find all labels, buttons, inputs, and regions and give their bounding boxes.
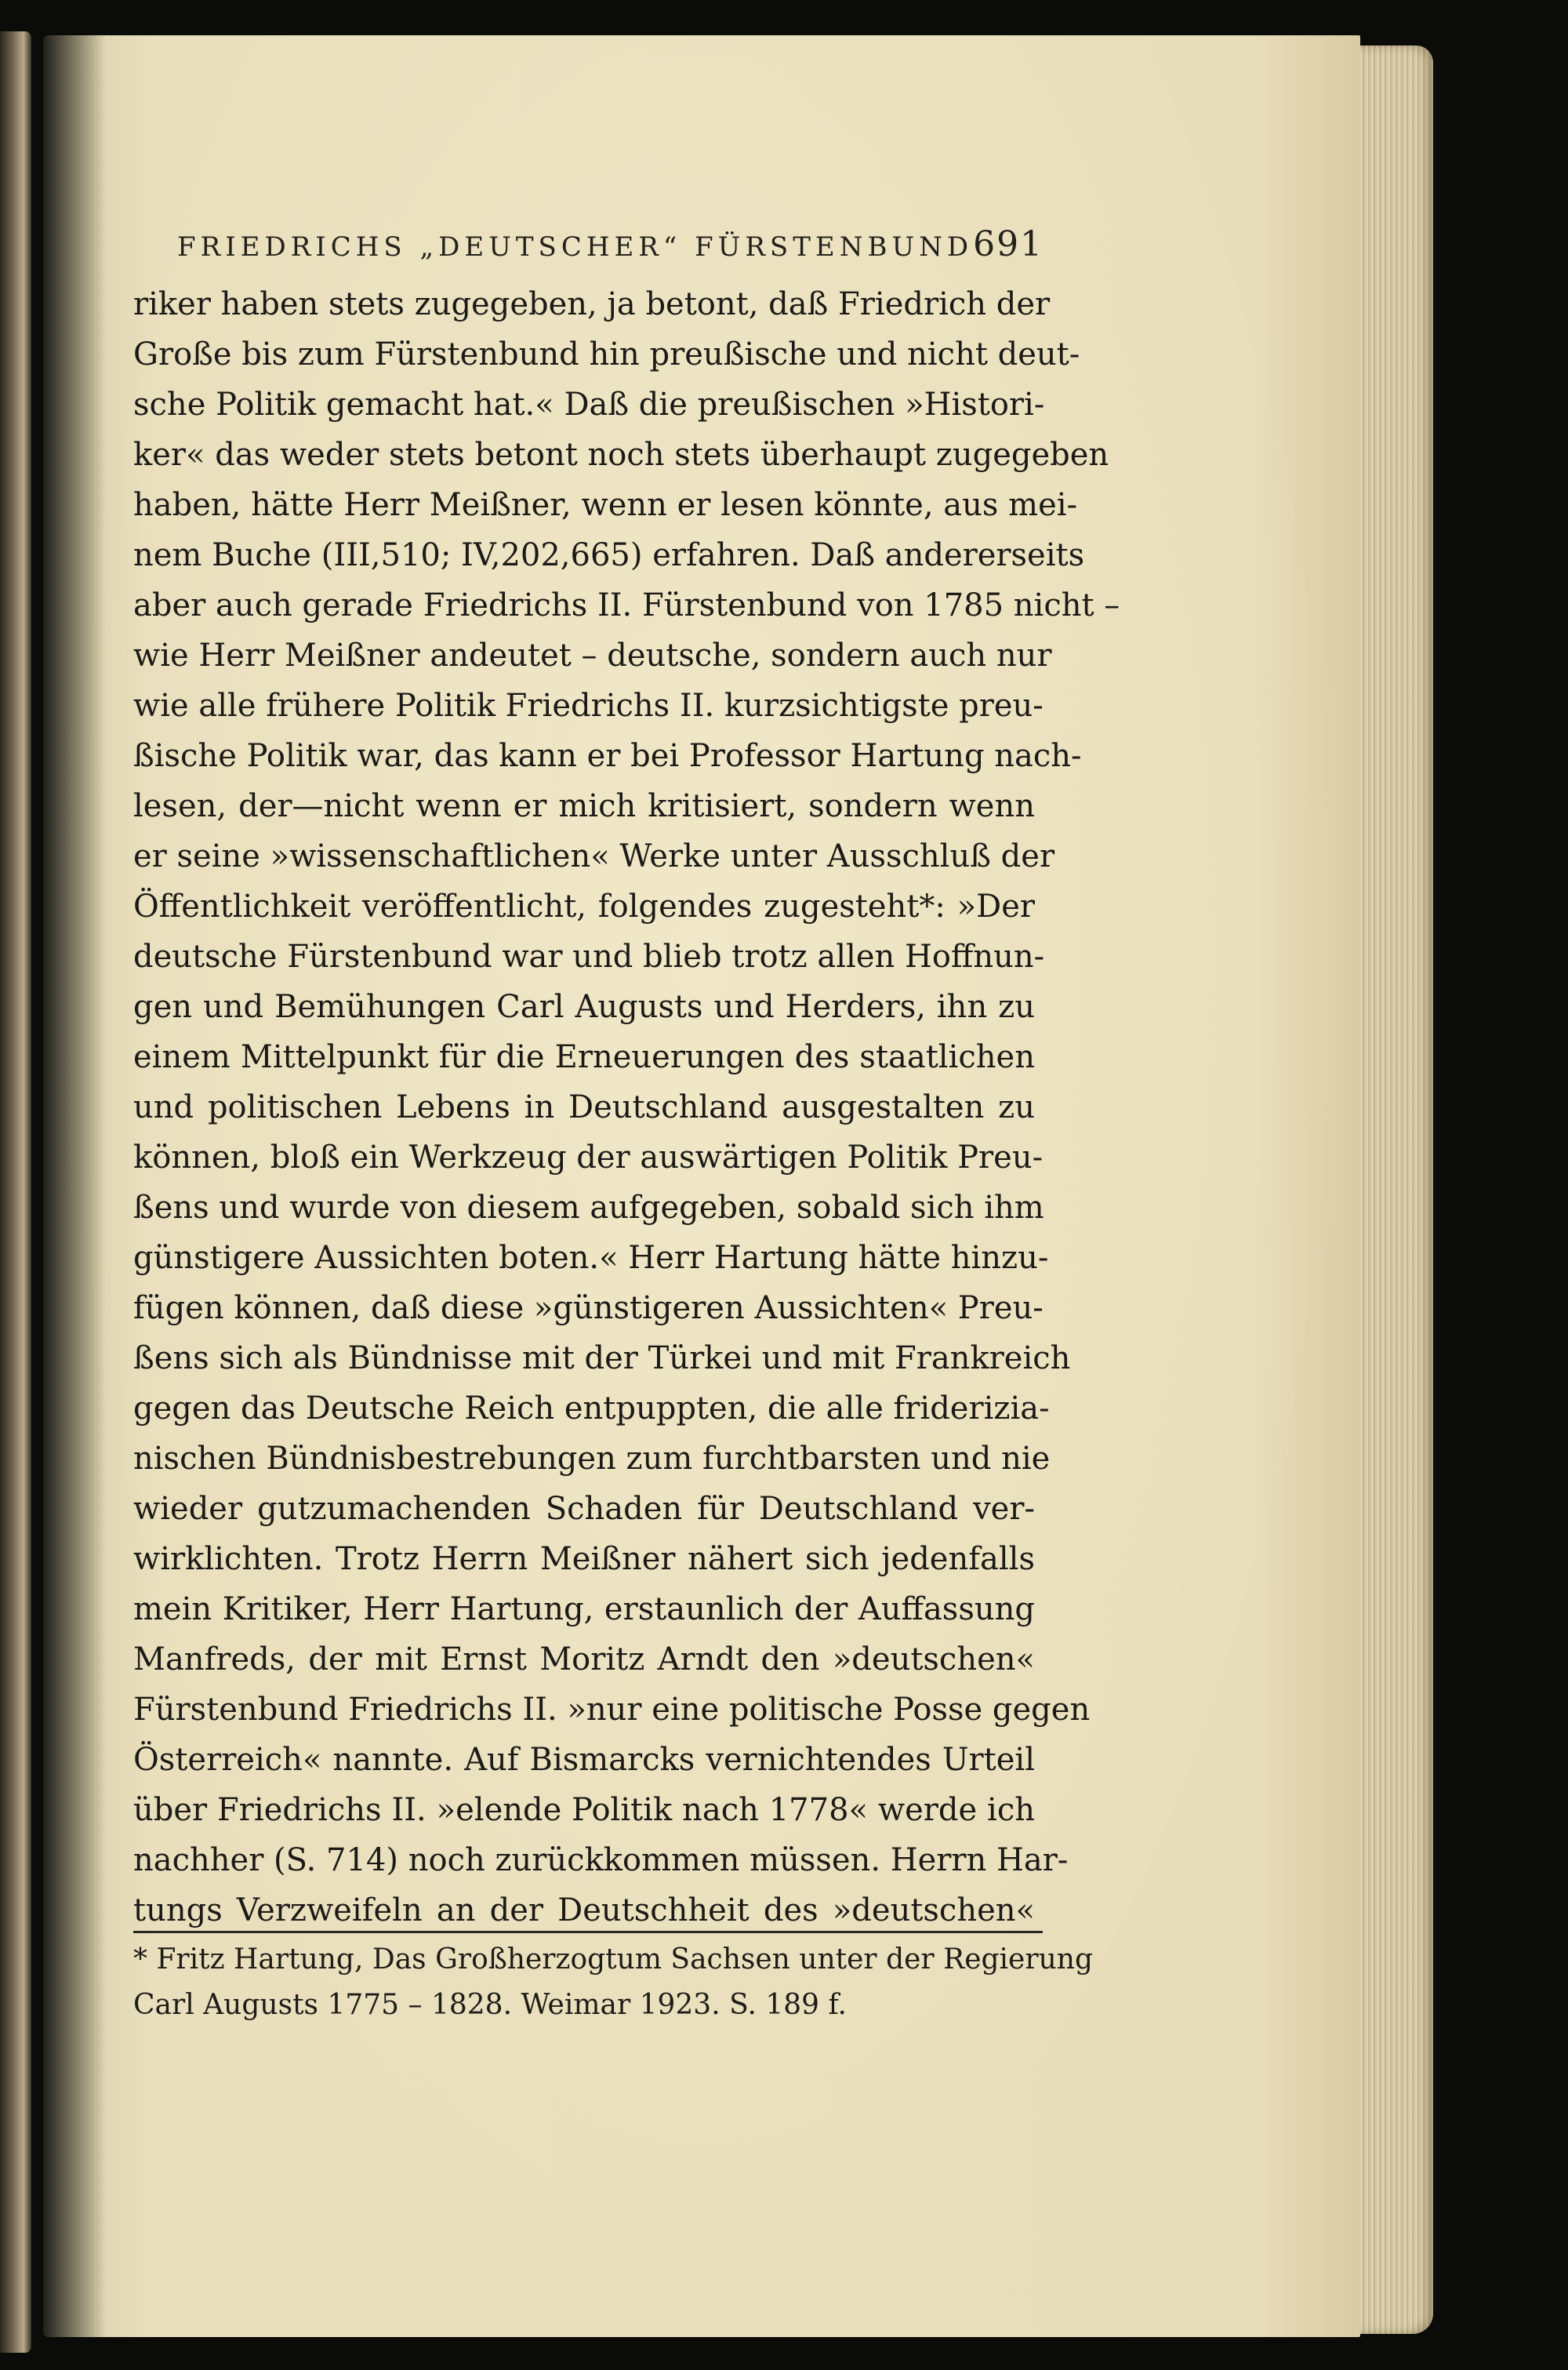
footnote-line: Carl Augusts 1775 – 1828. Weimar 1923. S. 189 f. [133,1989,848,2021]
text-line: Manfreds, der mit Ernst Moritz Arndt den »deutschen« [133,1641,1035,1678]
text-line: ßische Politik war, das kann er bei Professor Hartung nach- [133,738,1082,774]
text-line: deutsche Fürstenbund war und blieb trotz allen Hoffnun- [133,939,1045,975]
gutter-shadow [43,35,106,2337]
footnote-line: * Fritz Hartung, Das Großherzogtum Sachsen unter der Regierung [133,1943,1093,1976]
text-line: Österreich« nannte. Auf Bismarcks vernichtendes Urteil [133,1742,1035,1778]
text-line: sche Politik gemacht hat.« Daß die preußischen »Histori- [133,387,1045,423]
text-line: einem Mittelpunkt für die Erneuerungen des staatlichen [133,1039,1035,1075]
text-line: gegen das Deutsche Reich entpuppten, die alle friderizia- [133,1390,1050,1427]
text-line: er seine »wissenschaftlichen« Werke unter Ausschluß der [133,838,1055,874]
text-line: günstigere Aussichten boten.« Herr Hartung hätte hinzu- [133,1240,1049,1276]
text-line: haben, hätte Herr Meißner, wenn er lesen könnte, aus mei- [133,487,1078,523]
text-line: nischen Bündnisbestrebungen zum furchtbarsten und nie [133,1441,1051,1477]
text-line: können, bloß ein Werkzeug der auswärtigen Politik Preu- [133,1140,1044,1176]
text-line: wie alle frühere Politik Friedrichs II. kurzsichtigste preu- [133,688,1044,724]
text-line: Fürstenbund Friedrichs II. »nur eine politische Posse gegen [133,1692,1091,1728]
text-line: und politischen Lebens in Deutschland ausgestalten zu [133,1089,1035,1125]
text-line: wie Herr Meißner andeutet – deutsche, sondern auch nur [133,638,1052,674]
text-line: riker haben stets zugegeben, ja betont, daß Friedrich der [133,286,1051,322]
text-line: nachher (S. 714) noch zurückkommen müssen. Herrn Har- [133,1842,1069,1878]
text-line: tungs Verzweifeln an der Deutschheit des »deutschen« [133,1892,1035,1928]
text-line: Große bis zum Fürstenbund hin preußische und nicht deut- [133,336,1080,373]
text-line: lesen, der—nicht wenn er mich kritisiert, sondern wenn [133,788,1035,824]
text-line: mein Kritiker, Herr Hartung, erstaunlich der Auffassung [133,1591,1035,1627]
footnote-rule [133,1931,1043,1933]
text-line: über Friedrichs II. »elende Politik nach 1778« werde ich [133,1792,1035,1828]
body-text [133,279,1120,1936]
text-line: aber auch gerade Friedrichs II. Fürstenbund von 1785 nicht – [133,587,1120,623]
text-line: wirklichten. Trotz Herrn Meißner nähert sich jedenfalls [133,1541,1035,1577]
text-line: ker« das weder stets betont noch stets überhaupt zugegeben [133,437,1109,473]
text-line: nem Buche (III,510; IV,202,665) erfahren. Daß andererseits [133,537,1085,573]
page-number: 691 [973,224,1044,264]
facing-page-edge [0,31,31,2353]
text-line: gen und Bemühungen Carl Augusts und Herders, ihn zu [133,989,1035,1025]
text-line: ßens und wurde von diesem aufgegeben, sobald sich ihm [133,1190,1044,1226]
text-line: fügen können, daß diese »günstigeren Aussichten« Preu- [133,1290,1044,1326]
text-line: wieder gutzumachenden Schaden für Deutschland ver- [133,1491,1035,1527]
text-line: ßens sich als Bündnisse mit der Türkei und mit Frankreich [133,1340,1071,1376]
running-head: FRIEDRICHS „DEUTSCHER“ FÜRSTENBUND [177,231,974,263]
footnote [133,1937,1093,2028]
text-line: Öffentlichkeit veröffentlicht, folgendes zugesteht*: »Der [133,889,1035,925]
page-header [177,224,1044,268]
